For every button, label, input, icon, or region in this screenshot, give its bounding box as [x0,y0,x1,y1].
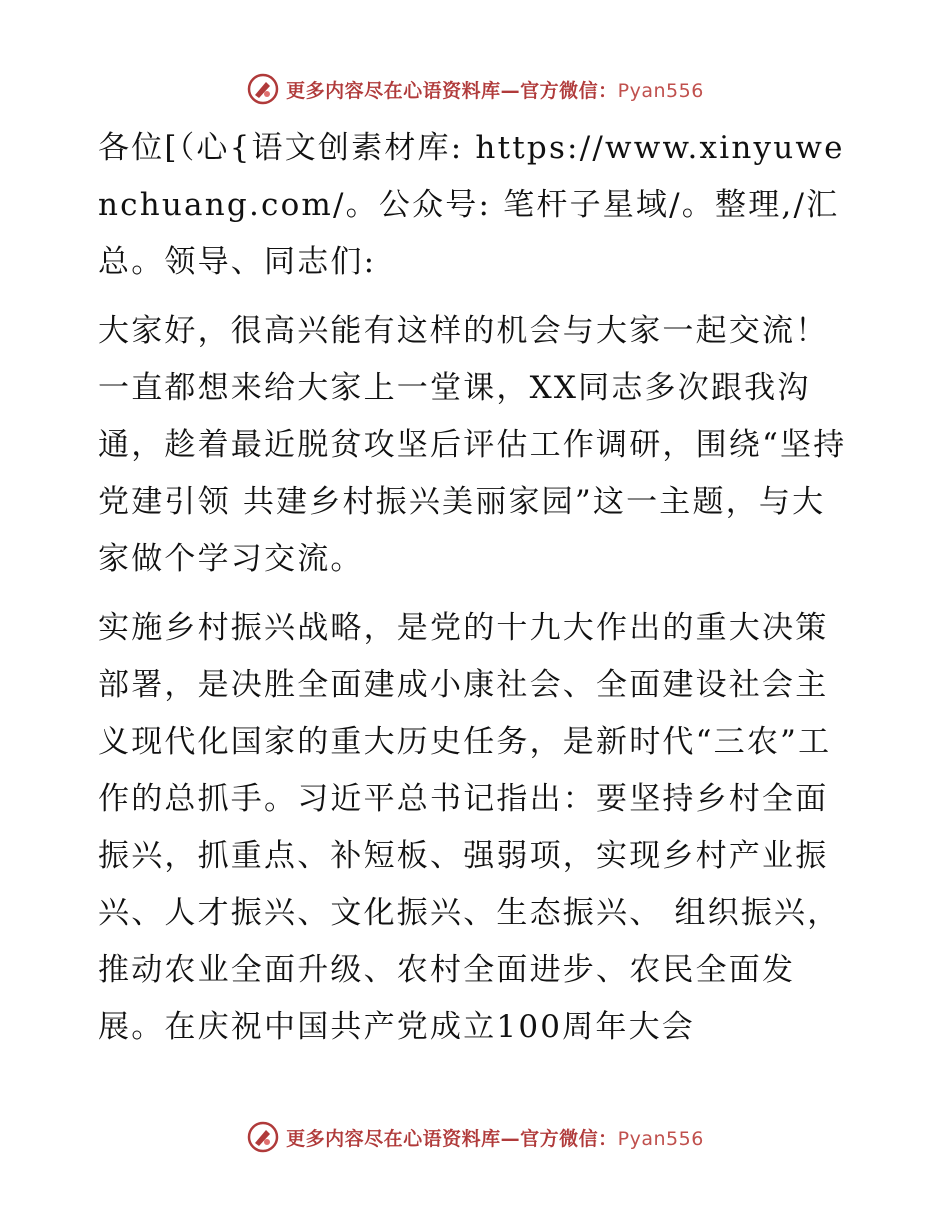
wechat-id: Pyan556 [617,79,704,102]
paragraph-greeting: 各位[（心{语文创素材库: https://www.xinyuwenchuang.com/。公众号: 笔杆子星域/。整理,/汇总。领导、同志们: [98,130,845,280]
banner-text: 更多内容尽在心语资料库—官方微信：Pyan556 [286,79,704,102]
header-watermark-banner [0,72,950,106]
paragraph-strategy: 实施乡村振兴战略，是党的十九大作出的重大决策部署，是决胜全面建成小康社会、全面建设社会主义现代化国家的重大历史任务，是新时代“三农”工作的总抓手。习近平总书记指出：要坚持乡村全面振兴，抓重点、补短板、强弱项，实现乡村产业振兴、人才振兴、文化振兴、生态振兴、 组织振兴，推动农业全面升级、农村全面进步、农民全面发展。在庆祝中国共产党成立100周年大会 [98,610,841,1045]
document-body [98,120,858,1068]
paragraph-intro: 大家好，很高兴能有这样的机会与大家一起交流！一直都想来给大家上一堂课，XX同志多次跟我沟通，趁着最近脱贫攻坚后评估工作调研，围绕“坚持党建引领 共建乡村振兴美丽家园”这一主题，与大家做个学习交流。 [98,313,847,577]
footer-watermark-banner [0,1120,950,1154]
wechat-id: Pyan556 [617,1127,704,1150]
brand-logo-icon [246,72,280,106]
brand-logo-icon [246,1120,280,1154]
banner-text: 更多内容尽在心语资料库—官方微信：Pyan556 [286,1127,704,1150]
